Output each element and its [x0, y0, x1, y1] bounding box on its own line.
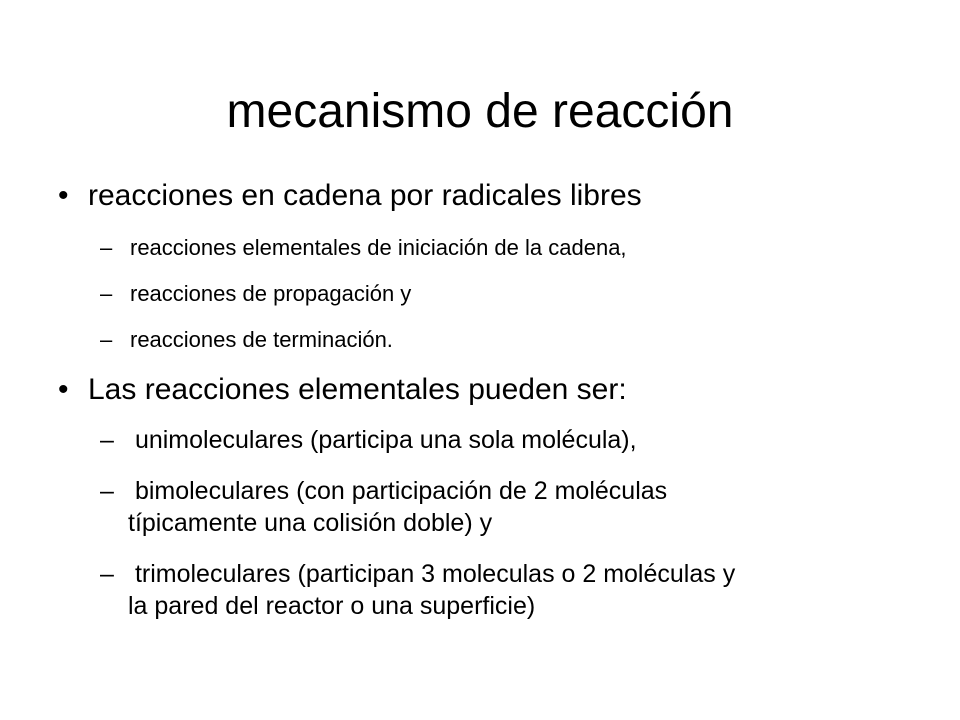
bullet-icon: • — [58, 179, 69, 212]
dash-icon: – — [100, 560, 114, 588]
bullet-icon: • — [58, 373, 69, 406]
slide-title: mecanismo de reacción — [226, 85, 734, 138]
sub-item-text-line-2: típicamente una colisión doble) y — [128, 509, 493, 537]
dash-icon: – — [100, 235, 113, 260]
sub-item — [100, 326, 940, 354]
sub-item — [100, 280, 940, 308]
sub-item — [100, 425, 940, 455]
bullet-text: reacciones en cadena por radicales libres — [88, 179, 642, 212]
sub-item — [100, 559, 940, 623]
sub-item-text: reacciones elementales de iniciación de la cadena, — [130, 235, 627, 260]
sub-item-text: reacciones de terminación. — [130, 327, 393, 352]
sub-item-text-line-1: bimoleculares (con participación de 2 moléculas — [128, 477, 668, 505]
sub-item-text: unimoleculares (participa una sola molécula), — [128, 426, 637, 454]
dash-icon: – — [100, 426, 114, 454]
bullet-item — [58, 178, 938, 214]
dash-icon: – — [100, 281, 113, 306]
sub-item-text-line-1: trimoleculares (participan 3 moleculas o 2 moléculas y — [128, 560, 736, 588]
sub-item — [100, 476, 940, 540]
sub-item — [100, 234, 940, 262]
dash-icon: – — [100, 477, 114, 505]
sub-item-text-line-2: la pared del reactor o una superficie) — [128, 592, 536, 620]
dash-icon: – — [100, 327, 113, 352]
sub-item-text: reacciones de propagación y — [130, 281, 412, 306]
bullet-text: Las reacciones elementales pueden ser: — [88, 373, 627, 406]
bullet-item — [58, 372, 938, 408]
